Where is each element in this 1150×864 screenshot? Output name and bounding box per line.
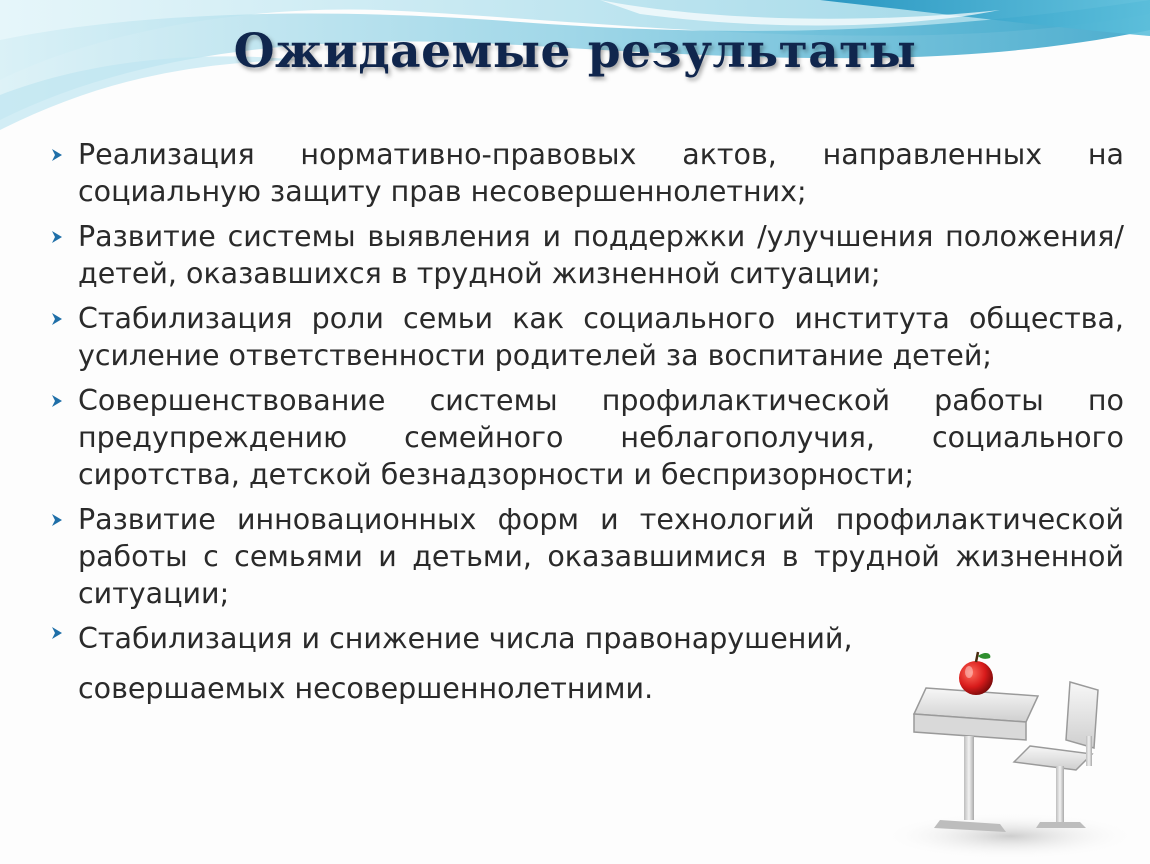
arrow-bullet-icon [50, 393, 66, 409]
list-item-text: Стабилизация роли семьи как социального института общества, усиление ответственности родителей за воспитание детей; [78, 302, 1124, 372]
list-item-text: Развитие системы выявления и поддержки /улучшения положения/ детей, оказавшихся в трудной жизненной ситуации; [78, 220, 1124, 290]
list-item-text: Развитие инновационных форм и технологий профилактической работы с семьями и детьми, оказавшимися в трудной жизненной ситуации; [78, 503, 1124, 610]
list-item-text: Совершенствование системы профилактической работы по предупреждению семейного неблагополучия, социального сиротства, детской безнадзорности и беспризорности; [78, 384, 1124, 491]
list-item [48, 218, 1124, 292]
list-item [48, 501, 1124, 612]
list-item [48, 382, 1124, 493]
list-item [48, 300, 1124, 374]
arrow-bullet-icon [50, 512, 66, 528]
list-item [48, 614, 898, 714]
school-desk-with-apple-illustration [880, 636, 1150, 864]
bullet-list [48, 136, 1124, 722]
list-item-text: Стабилизация и снижение числа правонарушений, совершаемых несовершеннолетними. [78, 622, 853, 705]
arrow-bullet-icon [50, 311, 66, 327]
list-item-text: Реализация нормативно-правовых актов, направленных на социальную защиту прав несовершеннолетних; [78, 138, 1124, 208]
arrow-bullet-icon [50, 229, 66, 245]
arrow-bullet-icon [50, 625, 66, 641]
slide-title: Ожидаемые результаты [233, 24, 917, 79]
list-item [48, 136, 1124, 210]
arrow-bullet-icon [50, 147, 66, 163]
